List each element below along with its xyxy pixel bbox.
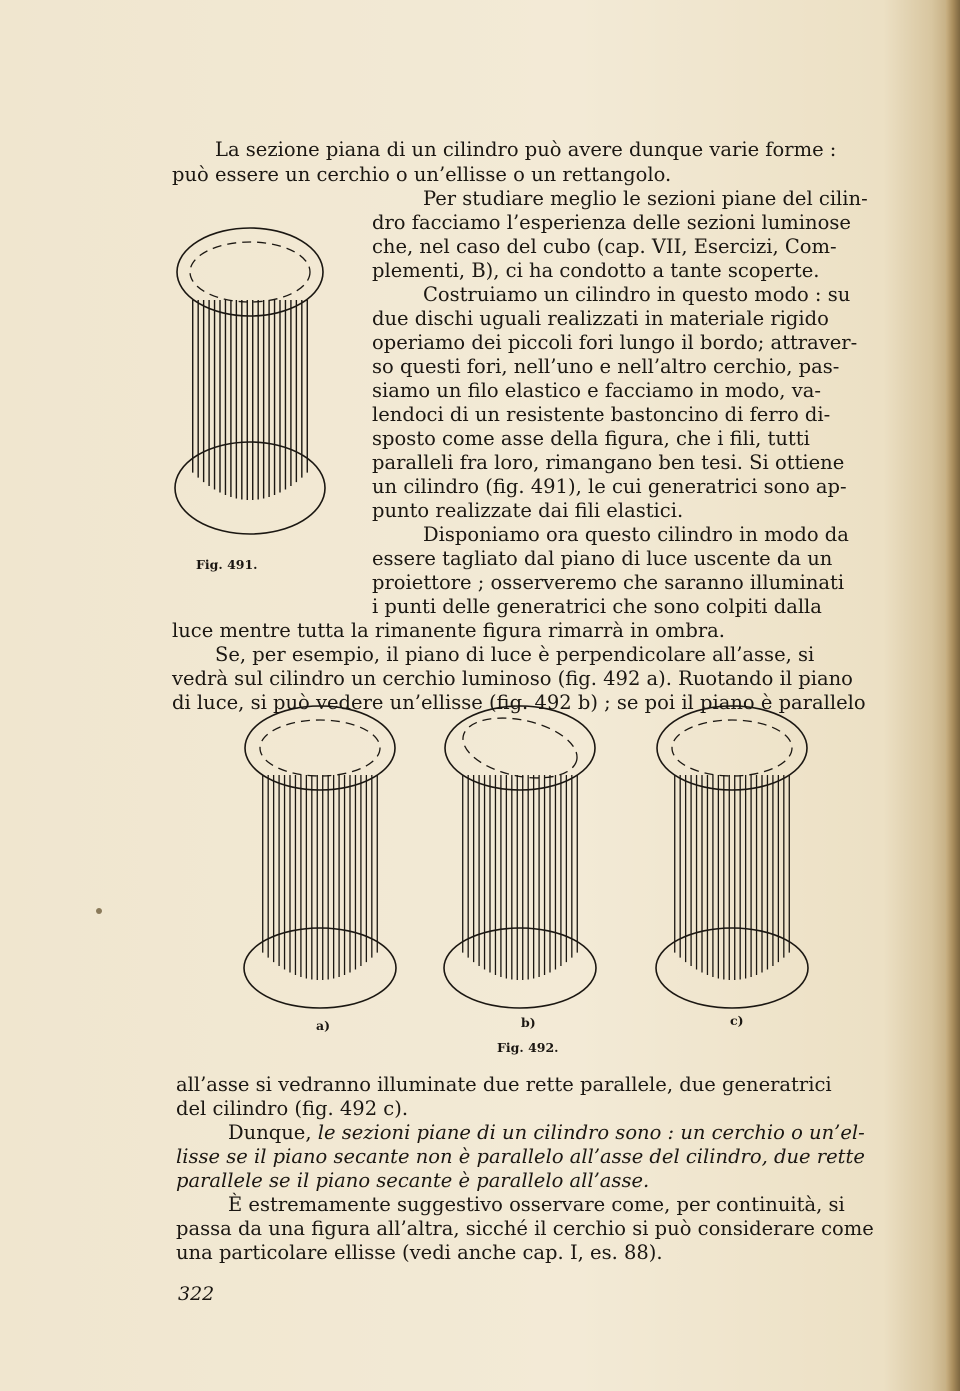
text-line: vedrà sul cilindro un cerchio luminoso (fig. 492 a). Ruotando il piano xyxy=(172,667,853,690)
figure-492-b-cylinder xyxy=(440,700,600,1020)
figure-491-caption: Fig. 491. xyxy=(196,557,258,572)
text-line: passa da una figura all’altra, sicché il cerchio si può considerare come xyxy=(176,1217,874,1240)
conclusion-italic: le sezioni piane di un cilindro sono : un cerchio o un’el- xyxy=(317,1121,865,1144)
text-line: paralleli fra loro, rimangano ben tesi. Si ottiene xyxy=(372,451,845,474)
text-line: siamo un filo elastico e facciamo in modo, va- xyxy=(372,379,821,402)
text-line xyxy=(228,1121,865,1145)
text-line: La sezione piana di un cilindro può avere dunque varie forme : xyxy=(215,138,837,161)
text-line: luce mentre tutta la rimanente figura rimarrà in ombra. xyxy=(172,619,725,642)
text-line: Per studiare meglio le sezioni piane del cilin- xyxy=(423,187,868,210)
ink-spot xyxy=(96,908,102,914)
text-line: Disponiamo ora questo cilindro in modo da xyxy=(423,523,849,546)
text-line: una particolare ellisse (vedi anche cap. I, es. 88). xyxy=(176,1241,663,1264)
page-edge xyxy=(946,0,960,1391)
text-line: dro facciamo l’esperienza delle sezioni luminose xyxy=(372,211,851,234)
text-line: lendoci di un resistente bastoncino di ferro di- xyxy=(372,403,831,426)
text-line: operiamo dei piccoli fori lungo il bordo; attraver- xyxy=(372,331,858,354)
text-line: Se, per esempio, il piano di luce è perpendicolare all’asse, si xyxy=(215,643,815,666)
figure-492-caption: Fig. 492. xyxy=(497,1040,559,1055)
text-line: all’asse si vedranno illuminate due rette parallele, due generatrici xyxy=(176,1073,832,1096)
text-line: proiettore ; osserveremo che saranno illuminati xyxy=(372,571,845,594)
text-line: un cilindro (fig. 491), le cui generatrici sono ap- xyxy=(372,475,847,498)
text-line: sposto come asse della figura, che i fili, tutti xyxy=(372,427,810,450)
figure-491-cylinder xyxy=(170,220,330,540)
text-line: Costruiamo un cilindro in questo modo : su xyxy=(423,283,851,306)
text-line: di luce, si può vedere un’ellisse (fig. 492 b) ; se poi il piano è parallelo xyxy=(172,691,866,714)
text-line: È estremamente suggestivo osservare come, per continuità, si xyxy=(228,1193,845,1216)
text-line: parallele se il piano secante è parallelo all’asse. xyxy=(176,1169,650,1192)
text-line: lisse se il piano secante non è parallelo all’asse del cilindro, due rette xyxy=(176,1145,865,1168)
page-number: 322 xyxy=(178,1283,215,1305)
text-line: punto realizzate dai fili elastici. xyxy=(372,499,684,522)
figure-492-label-c: c) xyxy=(730,1013,744,1028)
figure-492-a-cylinder xyxy=(240,700,400,1020)
text-line: del cilindro (fig. 492 c). xyxy=(176,1097,409,1120)
text-line: plementi, B), ci ha condotto a tante scoperte. xyxy=(372,259,820,282)
text-line: può essere un cerchio o un’ellisse o un rettangolo. xyxy=(172,163,672,186)
conclusion-lead: Dunque, xyxy=(228,1121,318,1144)
figure-492-label-b: b) xyxy=(521,1015,536,1030)
text-line: che, nel caso del cubo (cap. VII, Esercizi, Com- xyxy=(372,235,837,258)
text-line: essere tagliato dal piano di luce uscente da un xyxy=(372,547,833,570)
figure-492-label-a: a) xyxy=(316,1018,331,1033)
text-line: due dischi uguali realizzati in materiale rigido xyxy=(372,307,829,330)
text-line: so questi fori, nell’uno e nell’altro cerchio, pas- xyxy=(372,355,840,378)
text-line: i punti delle generatrici che sono colpiti dalla xyxy=(372,595,822,618)
figure-492-c-cylinder xyxy=(652,700,812,1020)
